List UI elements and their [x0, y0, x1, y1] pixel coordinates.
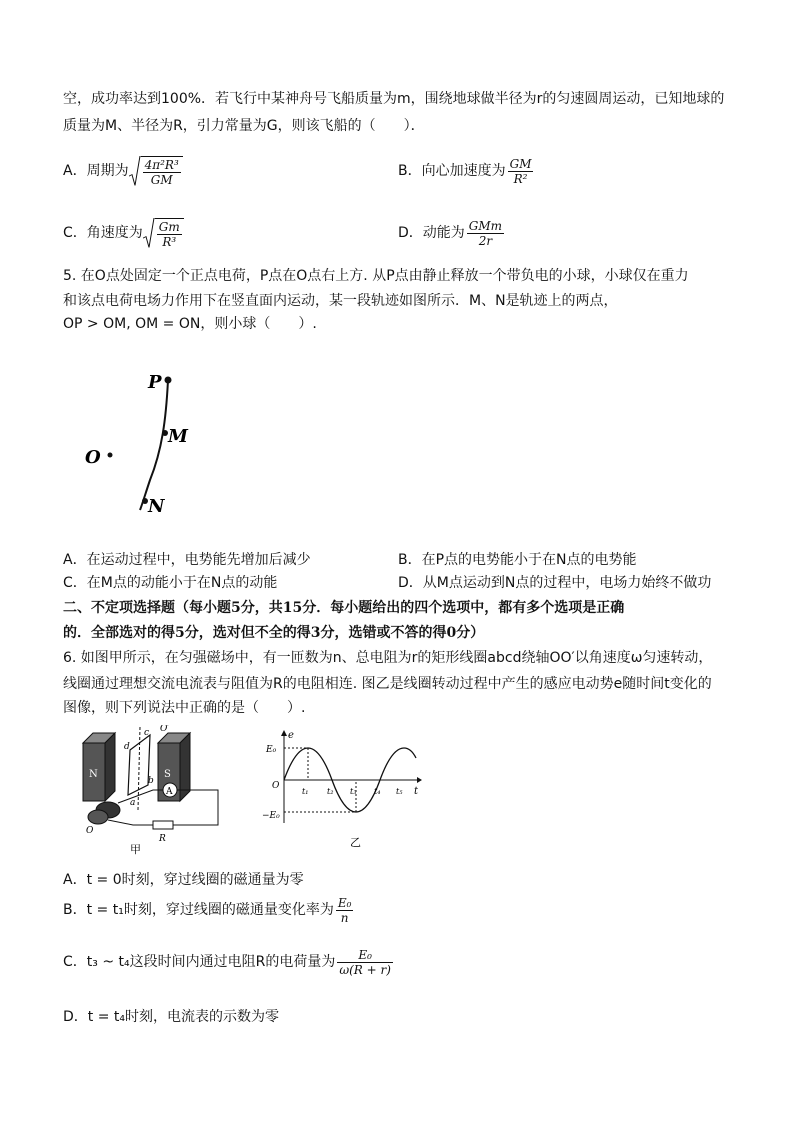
- label-o: O: [85, 447, 101, 468]
- q4-option-b[interactable]: [398, 150, 535, 192]
- q4-option-d-numerator: GMm: [468, 218, 503, 233]
- point-p: [165, 377, 172, 384]
- q6-option-c-denominator: ω(R + r): [339, 962, 391, 977]
- q6-option-a[interactable]: A．t = 0时刻，穿过线圈的磁通量为零: [63, 872, 304, 888]
- label-t-axis: t: [414, 786, 419, 797]
- tick-t1: t₁: [302, 787, 309, 796]
- q4-option-c-numerator: Gm: [158, 219, 180, 234]
- label-e0: E₀: [266, 745, 277, 755]
- q6-option-b-label: B．t = t₁时刻，穿过线圈的磁通量变化率为: [63, 902, 334, 918]
- section2-heading-line2: 的．全部选对的得5分，选对但不全的得3分，选错或不答的得0分）: [63, 625, 485, 641]
- q4-option-a[interactable]: [63, 150, 183, 192]
- q6-option-b-denominator: n: [340, 910, 349, 925]
- tick-t5: t₅: [396, 787, 403, 796]
- label-magnet-s: S: [164, 769, 171, 780]
- label-n: N: [148, 496, 165, 517]
- label-magnet-n: N: [89, 769, 98, 780]
- label-d: d: [124, 742, 130, 752]
- q6-option-b-numerator: E₀: [337, 895, 352, 910]
- q6-option-c[interactable]: [63, 944, 395, 980]
- tick-t2: t₂: [327, 787, 334, 796]
- q4-option-d[interactable]: [398, 212, 506, 254]
- q5-text-line1: 5. 在O点处固定一个正点电荷，P点在O点右上方. 从P点由静止释放一个带负电的小球，小球仅在重力: [63, 268, 689, 284]
- q5-text-line2: 和该点电荷电场力作用下在竖直面内运动，某一段轨迹如图所示．M、N是轨迹上的两点，: [63, 293, 618, 309]
- label-o-prime: O′: [160, 725, 170, 734]
- label-a: a: [130, 798, 136, 808]
- caption-jia: 甲: [130, 843, 141, 855]
- q4-option-d-label: D．动能为: [398, 225, 465, 241]
- sqrt-symbol: [143, 218, 184, 249]
- tick-t3: t₃: [350, 787, 357, 796]
- q5-option-a[interactable]: A．在运动过程中，电势能先增加后减少: [63, 552, 311, 568]
- label-r: R: [159, 834, 166, 844]
- trajectory-curve: [140, 380, 168, 510]
- q4-text-line1: 空，成功率达到100%．若飞行中某神舟号飞船质量为m，围绕地球做半径为r的匀速圆周运动，已知地球的: [63, 91, 725, 107]
- label-c: c: [144, 728, 150, 738]
- point-o: [108, 453, 113, 458]
- q4-option-d-denominator: 2r: [478, 233, 493, 248]
- q5-option-b[interactable]: B．在P点的电势能小于在N点的电势能: [398, 552, 637, 568]
- label-neg-e0: −E₀: [262, 811, 280, 821]
- q6-option-d[interactable]: D．t = t₄时刻，电流表的示数为零: [63, 1009, 280, 1025]
- label-o: O: [86, 826, 94, 836]
- q5-option-c[interactable]: C．在M点的动能小于在N点的动能: [63, 575, 278, 591]
- label-b: b: [148, 776, 154, 786]
- q6-option-c-numerator: E₀: [337, 948, 393, 963]
- label-p: P: [148, 372, 162, 393]
- q6-text-line2: 线圈通过理想交流电流表与阻值为R的电阻相连. 图乙是线圈转动过程中产生的感应电动势e随时间t变化的: [63, 676, 712, 692]
- q5-trajectory-figure: [70, 360, 220, 530]
- q4-option-b-numerator: GM: [509, 156, 532, 171]
- q6-text-line3: 图像，则下列说法中正确的是（ ）.: [63, 700, 306, 716]
- q6-emf-graph: [262, 728, 432, 853]
- q4-option-b-label: B．向心加速度为: [398, 163, 506, 179]
- resistor: [153, 821, 173, 829]
- q4-option-a-label: A．周期为: [63, 163, 129, 179]
- q5-option-d[interactable]: D．从M点运动到N点的过程中，电场力始终不做功: [398, 575, 712, 591]
- label-m: M: [168, 426, 188, 447]
- q4-text-line2: 质量为M、半径为R，引力常量为G，则该飞船的（ ）．: [63, 118, 425, 134]
- q6-option-b[interactable]: [63, 893, 355, 927]
- caption-yi: 乙: [350, 836, 361, 849]
- q4-option-c[interactable]: [63, 212, 184, 254]
- q5-text-line3: OP > OM, OM = ON，则小球（ ）.: [63, 316, 317, 332]
- section2-heading-line1: 二、不定项选择题（每小题5分，共15分．每小题给出的四个选项中，都有多个选项是正确: [63, 600, 625, 616]
- q4-option-b-denominator: R²: [513, 171, 528, 186]
- label-ammeter: A: [166, 787, 173, 797]
- label-o-origin: O: [272, 781, 280, 791]
- tick-t4: t₄: [374, 787, 381, 796]
- q4-option-a-denominator: GM: [150, 172, 173, 187]
- q4-option-c-denominator: R³: [162, 234, 177, 249]
- q6-option-c-label: C．t₃ ~ t₄这段时间内通过电阻R的电荷量为: [63, 954, 336, 970]
- sqrt-symbol: [129, 156, 183, 187]
- q4-option-c-label: C．角速度为: [63, 225, 143, 241]
- q6-generator-figure: [78, 725, 238, 855]
- q4-option-a-numerator: 4π²R³: [144, 157, 179, 172]
- coil: [128, 735, 150, 795]
- label-e: e: [288, 730, 294, 741]
- q6-text-line1: 6. 如图甲所示，在匀强磁场中，有一匝数为n、总电阻为r的矩形线圈abcd绕轴OO′以角速度ω匀速转动，: [63, 650, 713, 666]
